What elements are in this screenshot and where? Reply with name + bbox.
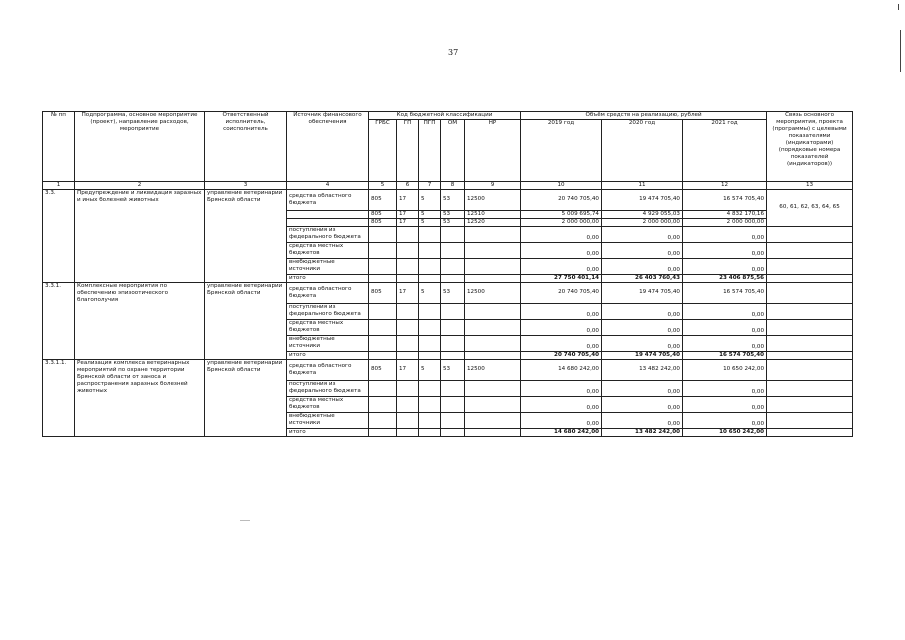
amount-federal: 0,00 (683, 380, 767, 396)
amount-v2019: 20 740 705,40 (521, 282, 602, 303)
code-empty (419, 351, 441, 359)
code-gp: 17 (397, 282, 419, 303)
code-empty (465, 380, 521, 396)
amount-local: 0,00 (683, 396, 767, 412)
code-empty (369, 412, 397, 428)
code-om: 53 (441, 282, 465, 303)
code-empty (465, 303, 521, 319)
code-empty (465, 412, 521, 428)
code-pgp: 5 (419, 282, 441, 303)
amount-offbudget: 0,00 (683, 412, 767, 428)
column-number: 11 (602, 181, 683, 189)
source-offbudget: внебюджетные источники (287, 258, 369, 274)
activity-name: Комплексные мероприятия по обеспечению эпизоотического благополучия (75, 282, 205, 359)
code-empty (419, 335, 441, 351)
header-no: № пп (43, 112, 75, 182)
amount-local: 0,00 (602, 319, 683, 335)
amount-offbudget: 0,00 (602, 412, 683, 428)
source-federal: поступления из федерального бюджета (287, 380, 369, 396)
indicator-empty (767, 226, 853, 242)
amount-federal: 0,00 (521, 303, 602, 319)
code-gp: 17 (397, 359, 419, 380)
code-om: 53 (441, 210, 465, 218)
header-link: Связь основного мероприятия, проекта (программы) с целевыми показателями (индикаторами) (порядковые номера показателей (индикаторов)) (767, 112, 853, 182)
code-nr: 12520 (465, 218, 521, 226)
row-number: 3.3.1.1. (43, 359, 75, 436)
indicator-empty (767, 274, 853, 282)
row-number: 3.3. (43, 189, 75, 282)
code-empty (369, 351, 397, 359)
amount-offbudget: 0,00 (683, 258, 767, 274)
amount-federal: 0,00 (683, 226, 767, 242)
column-number: 6 (397, 181, 419, 189)
source-total: итого (287, 428, 369, 436)
code-empty (419, 428, 441, 436)
code-empty (397, 242, 419, 258)
amount-total: 27 750 401,14 (521, 274, 602, 282)
executor: управление ветеринарии Брянской области (205, 189, 287, 282)
code-empty (465, 242, 521, 258)
budget-table (42, 111, 853, 437)
code-empty (441, 396, 465, 412)
code-empty (441, 351, 465, 359)
code-empty (397, 351, 419, 359)
amount-v2020: 4 929 055,03 (602, 210, 683, 218)
code-empty (419, 258, 441, 274)
source-local: средства местных бюджетов (287, 319, 369, 335)
amount-local: 0,00 (521, 319, 602, 335)
row-number: 3.3.1. (43, 282, 75, 359)
indicator-link (767, 282, 853, 303)
code-nr: 12500 (465, 359, 521, 380)
code-empty (419, 274, 441, 282)
code-empty (397, 335, 419, 351)
column-number: 9 (465, 181, 521, 189)
header-grbs: ГРБС (369, 119, 397, 181)
code-grbs: 805 (369, 282, 397, 303)
indicator-empty (767, 242, 853, 258)
code-empty (441, 428, 465, 436)
amount-local: 0,00 (683, 242, 767, 258)
header-executor: Ответственный исполнитель, соисполнитель (205, 112, 287, 182)
table-row (43, 359, 853, 380)
source-local: средства местных бюджетов (287, 396, 369, 412)
amount-federal: 0,00 (602, 226, 683, 242)
code-empty (397, 303, 419, 319)
scan-edge-mark (900, 30, 901, 72)
header-gp: ГП (397, 119, 419, 181)
scan-speck (240, 520, 250, 521)
code-pgp: 5 (419, 359, 441, 380)
code-om: 53 (441, 359, 465, 380)
code-empty (369, 242, 397, 258)
column-number: 1 (43, 181, 75, 189)
amount-offbudget: 0,00 (521, 335, 602, 351)
source-regional: средства областного бюджета (287, 189, 369, 210)
column-number: 7 (419, 181, 441, 189)
code-empty (397, 226, 419, 242)
code-empty (441, 274, 465, 282)
code-empty (465, 335, 521, 351)
code-nr: 12500 (465, 282, 521, 303)
table-header (43, 112, 853, 190)
code-empty (369, 274, 397, 282)
code-gp: 17 (397, 189, 419, 210)
column-number: 10 (521, 181, 602, 189)
code-empty (397, 428, 419, 436)
code-empty (369, 335, 397, 351)
code-grbs: 805 (369, 218, 397, 226)
header-y2020: 2020 год (602, 119, 683, 181)
source-offbudget: внебюджетные источники (287, 335, 369, 351)
amount-v2020: 2 000 000,00 (602, 218, 683, 226)
source-regional-cont (287, 210, 369, 218)
amount-local: 0,00 (683, 319, 767, 335)
table-row (43, 282, 853, 303)
amount-v2020: 19 474 705,40 (602, 282, 683, 303)
source-federal: поступления из федерального бюджета (287, 303, 369, 319)
code-empty (369, 226, 397, 242)
amount-v2021: 16 574 705,40 (683, 189, 767, 210)
code-empty (369, 428, 397, 436)
header-nr: НР (465, 119, 521, 181)
executor: управление ветеринарии Брянской области (205, 359, 287, 436)
code-gp: 17 (397, 210, 419, 218)
amount-v2019: 5 009 695,74 (521, 210, 602, 218)
amount-offbudget: 0,00 (521, 412, 602, 428)
code-empty (397, 319, 419, 335)
code-empty (397, 412, 419, 428)
table-body (43, 189, 853, 436)
code-empty (397, 396, 419, 412)
code-empty (419, 303, 441, 319)
code-empty (441, 258, 465, 274)
code-empty (397, 274, 419, 282)
code-empty (441, 226, 465, 242)
amount-total: 13 482 242,00 (602, 428, 683, 436)
amount-v2020: 19 474 705,40 (602, 189, 683, 210)
column-number: 12 (683, 181, 767, 189)
amount-local: 0,00 (521, 242, 602, 258)
amount-federal: 0,00 (521, 380, 602, 396)
code-empty (465, 428, 521, 436)
code-gp: 17 (397, 218, 419, 226)
code-empty (465, 319, 521, 335)
indicator-empty (767, 412, 853, 428)
code-grbs: 805 (369, 210, 397, 218)
amount-offbudget: 0,00 (521, 258, 602, 274)
header-row (43, 112, 853, 120)
header-program: Подпрограмма, основное мероприятие (проект), направление расходов, мероприятие (75, 112, 205, 182)
code-om: 53 (441, 189, 465, 210)
code-empty (465, 258, 521, 274)
column-number: 2 (75, 181, 205, 189)
code-empty (441, 380, 465, 396)
code-empty (465, 396, 521, 412)
code-nr: 12510 (465, 210, 521, 218)
code-empty (419, 380, 441, 396)
code-grbs: 805 (369, 189, 397, 210)
activity-name: Реализация комплекса ветеринарных мероприятий по охране территории Брянской области от заноса и распространения заразных болезней животных (75, 359, 205, 436)
indicator-empty (767, 351, 853, 359)
code-empty (369, 303, 397, 319)
amount-v2019: 14 680 242,00 (521, 359, 602, 380)
indicator-empty (767, 303, 853, 319)
code-empty (397, 258, 419, 274)
amount-total: 19 474 705,40 (602, 351, 683, 359)
amount-v2021: 4 832 170,16 (683, 210, 767, 218)
source-total: итого (287, 274, 369, 282)
header-y2021: 2021 год (683, 119, 767, 181)
code-om: 53 (441, 218, 465, 226)
code-empty (369, 380, 397, 396)
column-number: 3 (205, 181, 287, 189)
source-total: итого (287, 351, 369, 359)
code-empty (419, 319, 441, 335)
amount-federal: 0,00 (602, 380, 683, 396)
code-pgp: 5 (419, 218, 441, 226)
executor: управление ветеринарии Брянской области (205, 282, 287, 359)
header-pgp: ПГП (419, 119, 441, 181)
amount-v2019: 20 740 705,40 (521, 189, 602, 210)
amount-v2020: 13 482 242,00 (602, 359, 683, 380)
column-number: 4 (287, 181, 369, 189)
code-pgp: 5 (419, 210, 441, 218)
code-empty (419, 242, 441, 258)
amount-total: 16 574 705,40 (683, 351, 767, 359)
code-empty (465, 351, 521, 359)
amount-offbudget: 0,00 (602, 335, 683, 351)
amount-v2021: 2 000 000,00 (683, 218, 767, 226)
code-empty (369, 319, 397, 335)
indicator-link: 60, 61, 62, 63, 64, 65 (767, 189, 853, 226)
table-row (43, 189, 853, 210)
column-number-row (43, 181, 853, 189)
amount-total: 20 740 705,40 (521, 351, 602, 359)
header-volume: Объём средств на реализацию, рублей (521, 112, 767, 120)
code-empty (441, 412, 465, 428)
amount-total: 23 406 875,56 (683, 274, 767, 282)
amount-local: 0,00 (521, 396, 602, 412)
amount-total: 14 680 242,00 (521, 428, 602, 436)
amount-offbudget: 0,00 (683, 335, 767, 351)
page-number: 37 (448, 48, 459, 57)
source-regional: средства областного бюджета (287, 282, 369, 303)
code-empty (441, 242, 465, 258)
header-budget-code: Код бюджетной классификации (369, 112, 521, 120)
code-empty (465, 226, 521, 242)
code-nr: 12500 (465, 189, 521, 210)
amount-total: 10 650 242,00 (683, 428, 767, 436)
amount-local: 0,00 (602, 242, 683, 258)
scan-edge-mark (898, 4, 899, 10)
code-empty (419, 412, 441, 428)
code-empty (369, 258, 397, 274)
code-empty (441, 335, 465, 351)
code-empty (369, 396, 397, 412)
code-pgp: 5 (419, 189, 441, 210)
activity-name: Предупреждение и ликвидация заразных и иных болезней животных (75, 189, 205, 282)
code-empty (419, 226, 441, 242)
header-om: ОМ (441, 119, 465, 181)
source-local: средства местных бюджетов (287, 242, 369, 258)
indicator-empty (767, 396, 853, 412)
header-y2019: 2019 год (521, 119, 602, 181)
indicator-empty (767, 380, 853, 396)
amount-federal: 0,00 (521, 226, 602, 242)
amount-v2021: 10 650 242,00 (683, 359, 767, 380)
code-empty (441, 303, 465, 319)
column-number: 8 (441, 181, 465, 189)
source-regional-cont (287, 218, 369, 226)
source-federal: поступления из федерального бюджета (287, 226, 369, 242)
code-empty (419, 396, 441, 412)
indicator-empty (767, 258, 853, 274)
indicator-link (767, 359, 853, 380)
header-source: Источник финансового обеспечения (287, 112, 369, 182)
indicator-empty (767, 428, 853, 436)
code-empty (397, 380, 419, 396)
indicator-empty (767, 335, 853, 351)
amount-federal: 0,00 (602, 303, 683, 319)
amount-local: 0,00 (602, 396, 683, 412)
column-number: 13 (767, 181, 853, 189)
indicator-empty (767, 319, 853, 335)
code-empty (441, 319, 465, 335)
code-grbs: 805 (369, 359, 397, 380)
amount-offbudget: 0,00 (602, 258, 683, 274)
amount-total: 26 403 760,43 (602, 274, 683, 282)
column-number: 5 (369, 181, 397, 189)
source-offbudget: внебюджетные источники (287, 412, 369, 428)
source-regional: средства областного бюджета (287, 359, 369, 380)
amount-v2021: 16 574 705,40 (683, 282, 767, 303)
code-empty (465, 274, 521, 282)
amount-federal: 0,00 (683, 303, 767, 319)
amount-v2019: 2 000 000,00 (521, 218, 602, 226)
